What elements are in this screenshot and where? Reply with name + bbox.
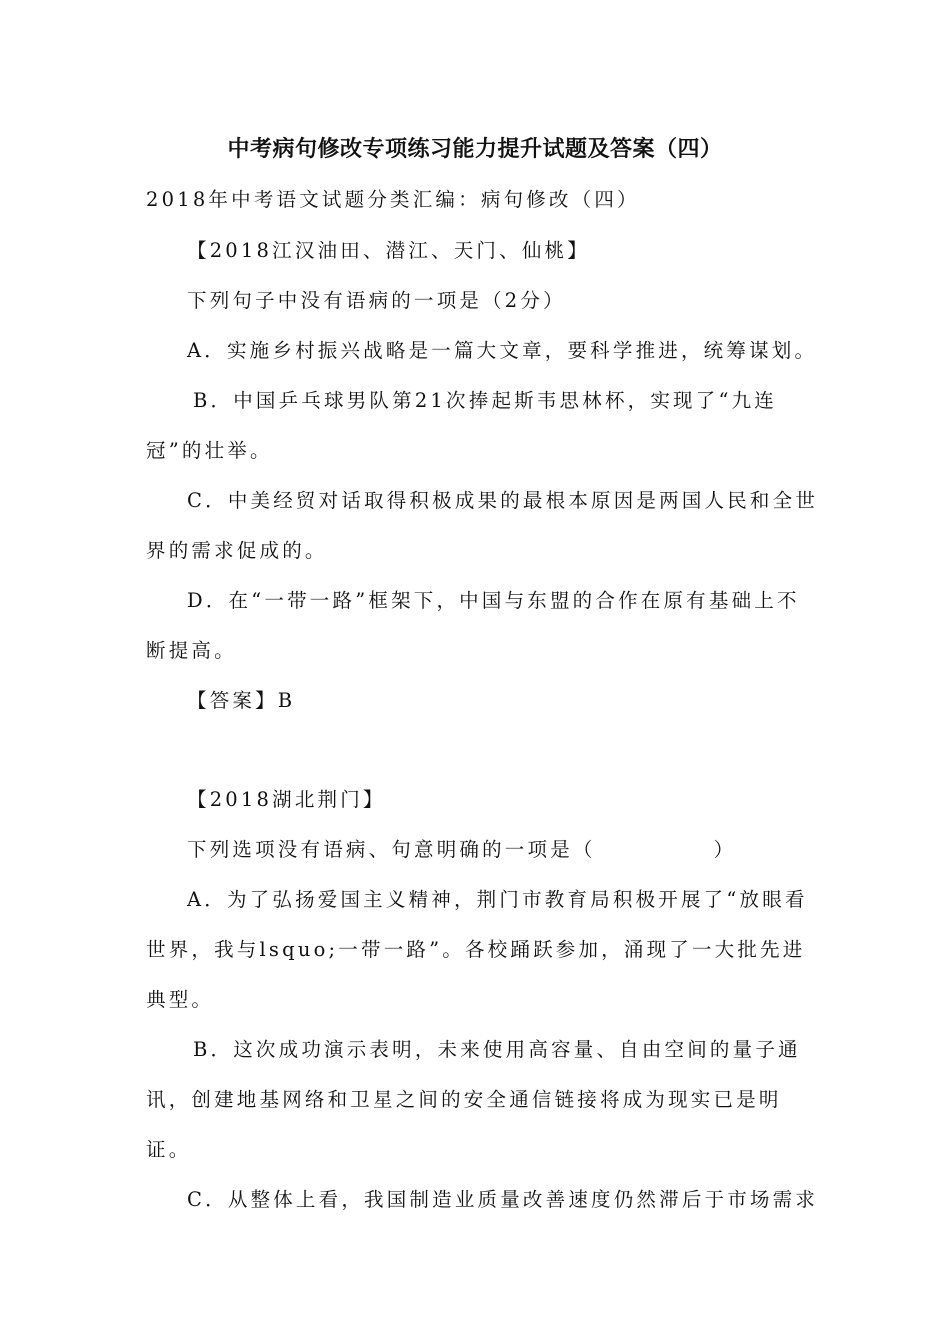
section-2-question-prefix: 下列选项没有语病、句意明确的一项是（ bbox=[187, 838, 596, 861]
section-1-option-c-line-1: C．中美经贸对话取得积极成果的最根本原因是两国人民和全世 bbox=[187, 489, 819, 512]
section-1-option-d-line-1: D．在“一带一路”框架下，中国与东盟的合作在原有基础上不 bbox=[187, 589, 800, 612]
section-2-source: 【2018湖北荆门】 bbox=[187, 788, 386, 811]
section-2-option-b-line-1: B．这次成功演示表明，未来使用高容量、自由空间的量子通 bbox=[193, 1038, 801, 1061]
section-2-option-a-line-2: 世界，我与lsquo;一带一路”。各校踊跃参加，涌现了一大批先进 bbox=[146, 938, 806, 961]
section-1-question: 下列句子中没有语病的一项是（2分） bbox=[187, 289, 566, 312]
section-2-option-c-line-1: C．从整体上看，我国制造业质量改善速度仍然滞后于市场需求 bbox=[187, 1188, 819, 1211]
section-1-option-b-line-1: B．中国乒乓球男队第21次捧起斯韦思林杯，实现了“九连 bbox=[193, 389, 778, 412]
section-1-option-b-line-2: 冠”的壮举。 bbox=[146, 439, 273, 462]
section-1-answer: 【答案】B bbox=[187, 689, 296, 712]
section-1-source: 【2018江汉油田、潜江、天门、仙桃】 bbox=[187, 239, 590, 262]
section-2-option-b-line-2: 讯，创建地基网络和卫星之间的安全通信链接将成为现实已是明 bbox=[146, 1088, 782, 1111]
section-2-question bbox=[187, 837, 736, 863]
section-2-option-a-line-3: 典型。 bbox=[146, 988, 215, 1011]
section-1-option-a: A．实施乡村振兴战略是一篇大文章，要科学推进，统筹谋划。 bbox=[187, 339, 818, 362]
section-1-option-d-line-2: 断提高。 bbox=[146, 639, 237, 662]
section-1-option-c-line-2: 界的需求促成的。 bbox=[146, 539, 328, 562]
document-subtitle: 2018年中考语文试题分类汇编：病句修改（四） bbox=[146, 188, 640, 211]
section-2-option-b-line-3: 证。 bbox=[146, 1138, 192, 1161]
section-2-option-a-line-1: A．为了弘扬爱国主义精神，荆门市教育局积极开展了“放眼看 bbox=[187, 888, 808, 911]
document-title: 中考病句修改专项练习能力提升试题及答案（四） bbox=[227, 137, 723, 162]
section-2-question-suffix: ） bbox=[713, 838, 737, 861]
